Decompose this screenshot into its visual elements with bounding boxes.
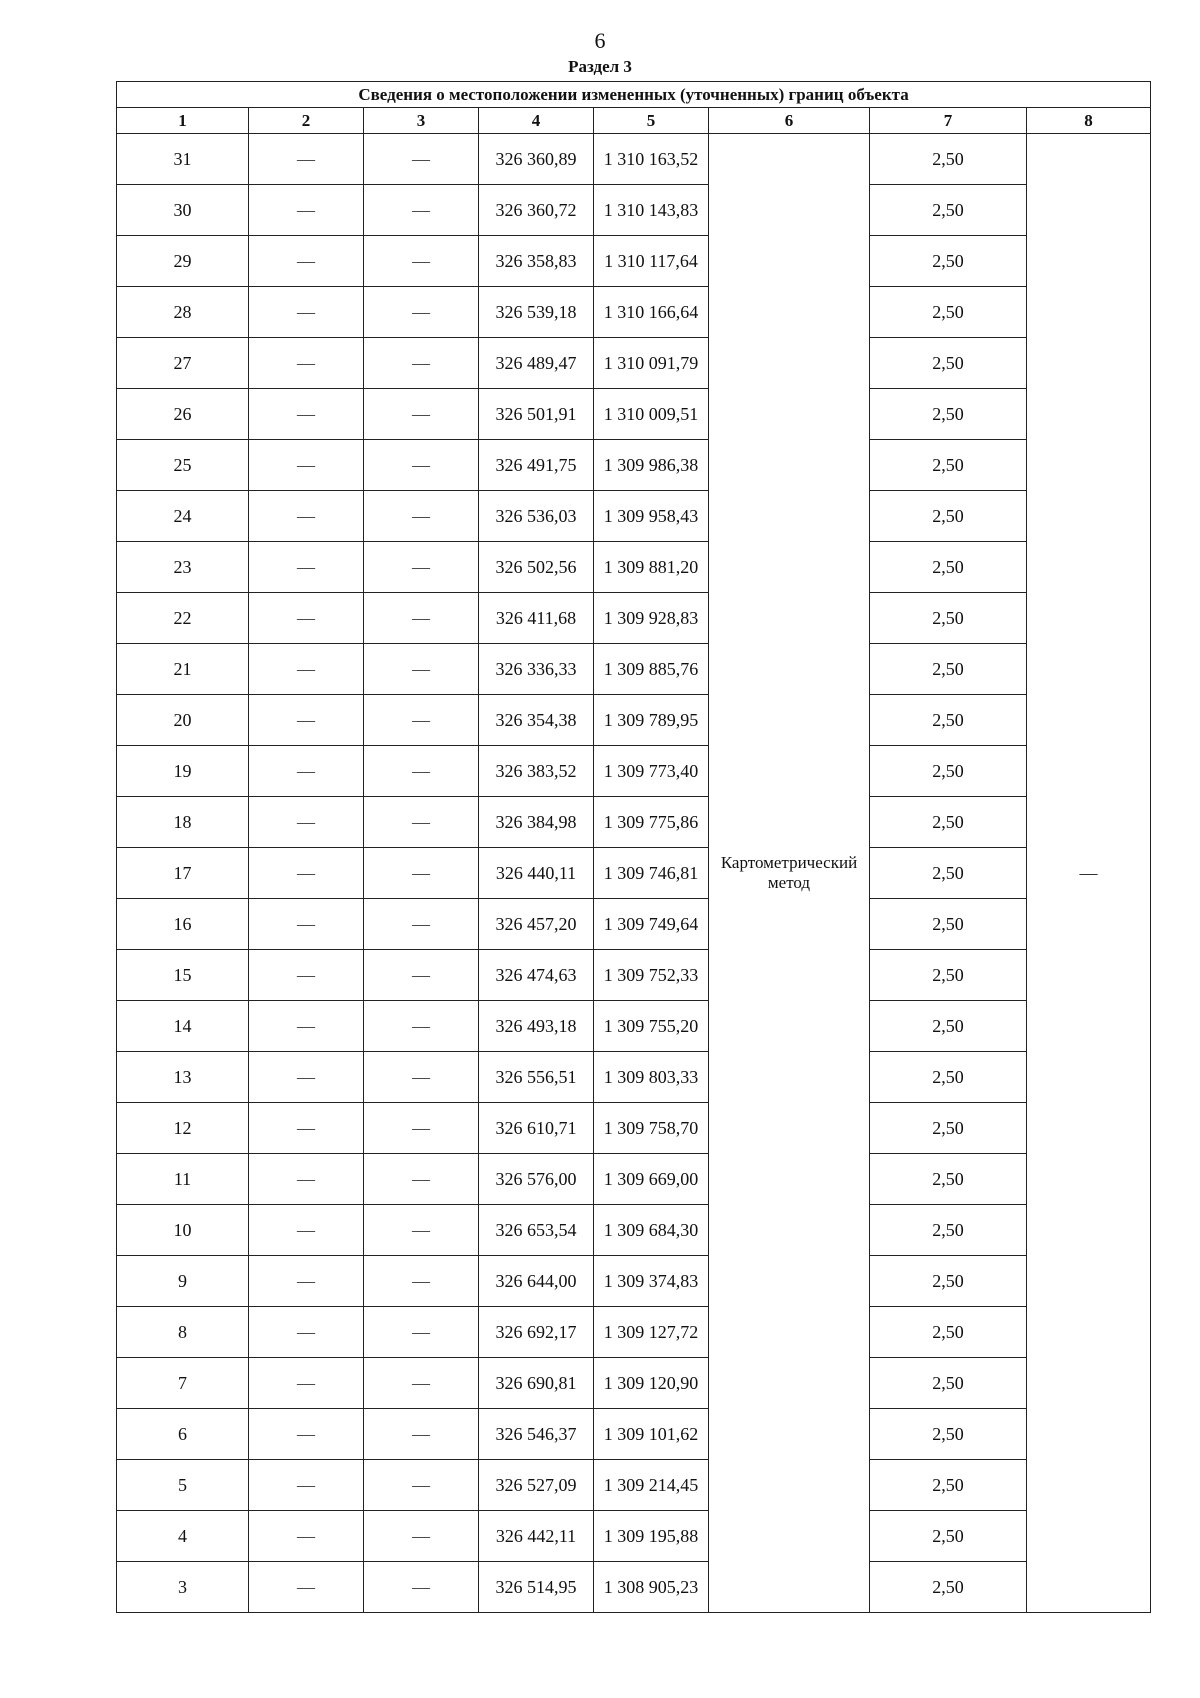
column-number-7: 7 bbox=[870, 108, 1027, 134]
coord-x-cell: 326 360,72 bbox=[479, 185, 594, 236]
col2-cell: — bbox=[249, 236, 364, 287]
col2-cell: — bbox=[249, 287, 364, 338]
column-number-3: 3 bbox=[364, 108, 479, 134]
table-row bbox=[117, 287, 1151, 338]
coord-y-cell: 1 309 752,33 bbox=[594, 950, 709, 1001]
precision-cell: 2,50 bbox=[870, 899, 1027, 950]
point-number-cell: 5 bbox=[117, 1460, 249, 1511]
precision-cell: 2,50 bbox=[870, 287, 1027, 338]
coord-y-cell: 1 309 789,95 bbox=[594, 695, 709, 746]
point-number-cell: 10 bbox=[117, 1205, 249, 1256]
coord-x-cell: 326 644,00 bbox=[479, 1256, 594, 1307]
col2-cell: — bbox=[249, 1358, 364, 1409]
coord-y-cell: 1 309 101,62 bbox=[594, 1409, 709, 1460]
col3-cell: — bbox=[364, 593, 479, 644]
table-row bbox=[117, 1562, 1151, 1613]
precision-cell: 2,50 bbox=[870, 950, 1027, 1001]
coord-x-cell: 326 493,18 bbox=[479, 1001, 594, 1052]
col2-cell: — bbox=[249, 797, 364, 848]
point-number-cell: 20 bbox=[117, 695, 249, 746]
table-row bbox=[117, 134, 1151, 185]
table-row bbox=[117, 848, 1151, 899]
coord-y-cell: 1 309 885,76 bbox=[594, 644, 709, 695]
coord-y-cell: 1 310 143,83 bbox=[594, 185, 709, 236]
coord-x-cell: 326 411,68 bbox=[479, 593, 594, 644]
col3-cell: — bbox=[364, 644, 479, 695]
col3-cell: — bbox=[364, 338, 479, 389]
point-number-cell: 18 bbox=[117, 797, 249, 848]
coord-x-cell: 326 457,20 bbox=[479, 899, 594, 950]
coord-y-cell: 1 309 127,72 bbox=[594, 1307, 709, 1358]
point-number-cell: 16 bbox=[117, 899, 249, 950]
point-number-cell: 30 bbox=[117, 185, 249, 236]
table-row bbox=[117, 491, 1151, 542]
col2-cell: — bbox=[249, 185, 364, 236]
col2-cell: — bbox=[249, 1307, 364, 1358]
column-number-8: 8 bbox=[1027, 108, 1151, 134]
point-number-cell: 25 bbox=[117, 440, 249, 491]
precision-cell: 2,50 bbox=[870, 593, 1027, 644]
table-row bbox=[117, 1409, 1151, 1460]
col3-cell: — bbox=[364, 134, 479, 185]
point-number-cell: 29 bbox=[117, 236, 249, 287]
column-number-5: 5 bbox=[594, 108, 709, 134]
point-number-cell: 27 bbox=[117, 338, 249, 389]
precision-cell: 2,50 bbox=[870, 440, 1027, 491]
precision-cell: 2,50 bbox=[870, 1460, 1027, 1511]
coord-x-cell: 326 527,09 bbox=[479, 1460, 594, 1511]
col3-cell: — bbox=[364, 440, 479, 491]
column-number-1: 1 bbox=[117, 108, 249, 134]
col2-cell: — bbox=[249, 1511, 364, 1562]
col2-cell: — bbox=[249, 1154, 364, 1205]
point-number-cell: 26 bbox=[117, 389, 249, 440]
page-number: 6 bbox=[594, 28, 606, 53]
coord-y-cell: 1 309 758,70 bbox=[594, 1103, 709, 1154]
table-row bbox=[117, 1256, 1151, 1307]
table-row bbox=[117, 1205, 1151, 1256]
col3-cell: — bbox=[364, 1256, 479, 1307]
point-number-cell: 6 bbox=[117, 1409, 249, 1460]
col3-cell: — bbox=[364, 491, 479, 542]
coord-x-cell: 326 440,11 bbox=[479, 848, 594, 899]
table-row bbox=[117, 1052, 1151, 1103]
coord-y-cell: 1 310 163,52 bbox=[594, 134, 709, 185]
precision-cell: 2,50 bbox=[870, 1001, 1027, 1052]
col8-cell: — bbox=[1027, 134, 1151, 1613]
precision-cell: 2,50 bbox=[870, 1511, 1027, 1562]
table-row bbox=[117, 950, 1151, 1001]
col2-cell: — bbox=[249, 1052, 364, 1103]
table-row bbox=[117, 593, 1151, 644]
coord-x-cell: 326 502,56 bbox=[479, 542, 594, 593]
coord-x-cell: 326 514,95 bbox=[479, 1562, 594, 1613]
coord-y-cell: 1 309 684,30 bbox=[594, 1205, 709, 1256]
point-number-cell: 11 bbox=[117, 1154, 249, 1205]
col2-cell: — bbox=[249, 440, 364, 491]
col2-cell: — bbox=[249, 950, 364, 1001]
precision-cell: 2,50 bbox=[870, 1103, 1027, 1154]
coordinates-table bbox=[116, 81, 1151, 1613]
precision-cell: 2,50 bbox=[870, 644, 1027, 695]
coord-y-cell: 1 309 773,40 bbox=[594, 746, 709, 797]
coord-y-cell: 1 309 928,83 bbox=[594, 593, 709, 644]
section-title: Раздел 3 bbox=[568, 57, 632, 76]
col2-cell: — bbox=[249, 848, 364, 899]
col2-cell: — bbox=[249, 134, 364, 185]
coord-y-cell: 1 309 120,90 bbox=[594, 1358, 709, 1409]
table-row bbox=[117, 1001, 1151, 1052]
coord-x-cell: 326 690,81 bbox=[479, 1358, 594, 1409]
point-number-cell: 24 bbox=[117, 491, 249, 542]
coord-y-cell: 1 310 091,79 bbox=[594, 338, 709, 389]
col3-cell: — bbox=[364, 389, 479, 440]
col2-cell: — bbox=[249, 695, 364, 746]
col3-cell: — bbox=[364, 848, 479, 899]
method-cell: Картометрический метод bbox=[709, 134, 870, 1613]
point-number-cell: 7 bbox=[117, 1358, 249, 1409]
table-row bbox=[117, 185, 1151, 236]
precision-cell: 2,50 bbox=[870, 1052, 1027, 1103]
coord-y-cell: 1 309 881,20 bbox=[594, 542, 709, 593]
table-row bbox=[117, 1103, 1151, 1154]
coord-x-cell: 326 576,00 bbox=[479, 1154, 594, 1205]
point-number-cell: 15 bbox=[117, 950, 249, 1001]
coord-y-cell: 1 309 746,81 bbox=[594, 848, 709, 899]
table-row bbox=[117, 695, 1151, 746]
precision-cell: 2,50 bbox=[870, 389, 1027, 440]
col2-cell: — bbox=[249, 1409, 364, 1460]
point-number-cell: 17 bbox=[117, 848, 249, 899]
point-number-cell: 12 bbox=[117, 1103, 249, 1154]
col3-cell: — bbox=[364, 797, 479, 848]
col3-cell: — bbox=[364, 287, 479, 338]
col3-cell: — bbox=[364, 1409, 479, 1460]
coord-y-cell: 1 310 009,51 bbox=[594, 389, 709, 440]
precision-cell: 2,50 bbox=[870, 1307, 1027, 1358]
coord-y-cell: 1 310 166,64 bbox=[594, 287, 709, 338]
col2-cell: — bbox=[249, 1460, 364, 1511]
col2-cell: — bbox=[249, 1256, 364, 1307]
col3-cell: — bbox=[364, 1460, 479, 1511]
point-number-cell: 19 bbox=[117, 746, 249, 797]
precision-cell: 2,50 bbox=[870, 695, 1027, 746]
col3-cell: — bbox=[364, 1052, 479, 1103]
col3-cell: — bbox=[364, 899, 479, 950]
col2-cell: — bbox=[249, 389, 364, 440]
point-number-cell: 28 bbox=[117, 287, 249, 338]
coord-x-cell: 326 653,54 bbox=[479, 1205, 594, 1256]
coord-x-cell: 326 610,71 bbox=[479, 1103, 594, 1154]
table-caption: Сведения о местоположении измененных (уточненных) границ объекта bbox=[117, 82, 1151, 108]
precision-cell: 2,50 bbox=[870, 542, 1027, 593]
col2-cell: — bbox=[249, 899, 364, 950]
table-row bbox=[117, 1511, 1151, 1562]
table-row bbox=[117, 797, 1151, 848]
col2-cell: — bbox=[249, 542, 364, 593]
coord-x-cell: 326 360,89 bbox=[479, 134, 594, 185]
col3-cell: — bbox=[364, 1562, 479, 1613]
table-row bbox=[117, 389, 1151, 440]
table-row bbox=[117, 338, 1151, 389]
col3-cell: — bbox=[364, 236, 479, 287]
col2-cell: — bbox=[249, 746, 364, 797]
coord-x-cell: 326 491,75 bbox=[479, 440, 594, 491]
col3-cell: — bbox=[364, 1511, 479, 1562]
col3-cell: — bbox=[364, 1358, 479, 1409]
coord-x-cell: 326 501,91 bbox=[479, 389, 594, 440]
col3-cell: — bbox=[364, 695, 479, 746]
coord-y-cell: 1 309 775,86 bbox=[594, 797, 709, 848]
col2-cell: — bbox=[249, 1001, 364, 1052]
coord-y-cell: 1 309 986,38 bbox=[594, 440, 709, 491]
point-number-cell: 23 bbox=[117, 542, 249, 593]
point-number-cell: 4 bbox=[117, 1511, 249, 1562]
table-row bbox=[117, 746, 1151, 797]
table-row bbox=[117, 542, 1151, 593]
table-row bbox=[117, 1307, 1151, 1358]
coord-x-cell: 326 336,33 bbox=[479, 644, 594, 695]
precision-cell: 2,50 bbox=[870, 797, 1027, 848]
coord-y-cell: 1 309 755,20 bbox=[594, 1001, 709, 1052]
col3-cell: — bbox=[364, 1307, 479, 1358]
precision-cell: 2,50 bbox=[870, 1256, 1027, 1307]
precision-cell: 2,50 bbox=[870, 185, 1027, 236]
point-number-cell: 31 bbox=[117, 134, 249, 185]
precision-cell: 2,50 bbox=[870, 236, 1027, 287]
coord-x-cell: 326 383,52 bbox=[479, 746, 594, 797]
col3-cell: — bbox=[364, 1103, 479, 1154]
col2-cell: — bbox=[249, 1205, 364, 1256]
coord-x-cell: 326 556,51 bbox=[479, 1052, 594, 1103]
precision-cell: 2,50 bbox=[870, 1205, 1027, 1256]
coord-y-cell: 1 309 749,64 bbox=[594, 899, 709, 950]
column-number-4: 4 bbox=[479, 108, 594, 134]
precision-cell: 2,50 bbox=[870, 848, 1027, 899]
table-row bbox=[117, 1358, 1151, 1409]
table-row bbox=[117, 440, 1151, 491]
precision-cell: 2,50 bbox=[870, 746, 1027, 797]
point-number-cell: 14 bbox=[117, 1001, 249, 1052]
col3-cell: — bbox=[364, 1154, 479, 1205]
coord-y-cell: 1 309 374,83 bbox=[594, 1256, 709, 1307]
col2-cell: — bbox=[249, 338, 364, 389]
coord-y-cell: 1 308 905,23 bbox=[594, 1562, 709, 1613]
col3-cell: — bbox=[364, 746, 479, 797]
col2-cell: — bbox=[249, 491, 364, 542]
coord-x-cell: 326 546,37 bbox=[479, 1409, 594, 1460]
point-number-cell: 21 bbox=[117, 644, 249, 695]
precision-cell: 2,50 bbox=[870, 338, 1027, 389]
column-number-6: 6 bbox=[709, 108, 870, 134]
coord-x-cell: 326 442,11 bbox=[479, 1511, 594, 1562]
table-row bbox=[117, 1154, 1151, 1205]
table-row bbox=[117, 899, 1151, 950]
col2-cell: — bbox=[249, 644, 364, 695]
precision-cell: 2,50 bbox=[870, 1562, 1027, 1613]
point-number-cell: 13 bbox=[117, 1052, 249, 1103]
coord-y-cell: 1 309 669,00 bbox=[594, 1154, 709, 1205]
coord-y-cell: 1 310 117,64 bbox=[594, 236, 709, 287]
table-row bbox=[117, 1460, 1151, 1511]
coord-x-cell: 326 354,38 bbox=[479, 695, 594, 746]
table-row bbox=[117, 236, 1151, 287]
col2-cell: — bbox=[249, 1103, 364, 1154]
col3-cell: — bbox=[364, 1205, 479, 1256]
coord-y-cell: 1 309 195,88 bbox=[594, 1511, 709, 1562]
coord-x-cell: 326 489,47 bbox=[479, 338, 594, 389]
precision-cell: 2,50 bbox=[870, 134, 1027, 185]
col3-cell: — bbox=[364, 542, 479, 593]
col3-cell: — bbox=[364, 950, 479, 1001]
coord-x-cell: 326 384,98 bbox=[479, 797, 594, 848]
col3-cell: — bbox=[364, 1001, 479, 1052]
col2-cell: — bbox=[249, 1562, 364, 1613]
coord-y-cell: 1 309 803,33 bbox=[594, 1052, 709, 1103]
precision-cell: 2,50 bbox=[870, 1154, 1027, 1205]
coord-x-cell: 326 474,63 bbox=[479, 950, 594, 1001]
coord-y-cell: 1 309 214,45 bbox=[594, 1460, 709, 1511]
precision-cell: 2,50 bbox=[870, 1358, 1027, 1409]
col3-cell: — bbox=[364, 185, 479, 236]
point-number-cell: 9 bbox=[117, 1256, 249, 1307]
point-number-cell: 3 bbox=[117, 1562, 249, 1613]
table-row bbox=[117, 644, 1151, 695]
coord-y-cell: 1 309 958,43 bbox=[594, 491, 709, 542]
point-number-cell: 8 bbox=[117, 1307, 249, 1358]
coord-x-cell: 326 536,03 bbox=[479, 491, 594, 542]
precision-cell: 2,50 bbox=[870, 491, 1027, 542]
col2-cell: — bbox=[249, 593, 364, 644]
coord-x-cell: 326 692,17 bbox=[479, 1307, 594, 1358]
precision-cell: 2,50 bbox=[870, 1409, 1027, 1460]
coord-x-cell: 326 539,18 bbox=[479, 287, 594, 338]
coord-x-cell: 326 358,83 bbox=[479, 236, 594, 287]
column-number-2: 2 bbox=[249, 108, 364, 134]
point-number-cell: 22 bbox=[117, 593, 249, 644]
